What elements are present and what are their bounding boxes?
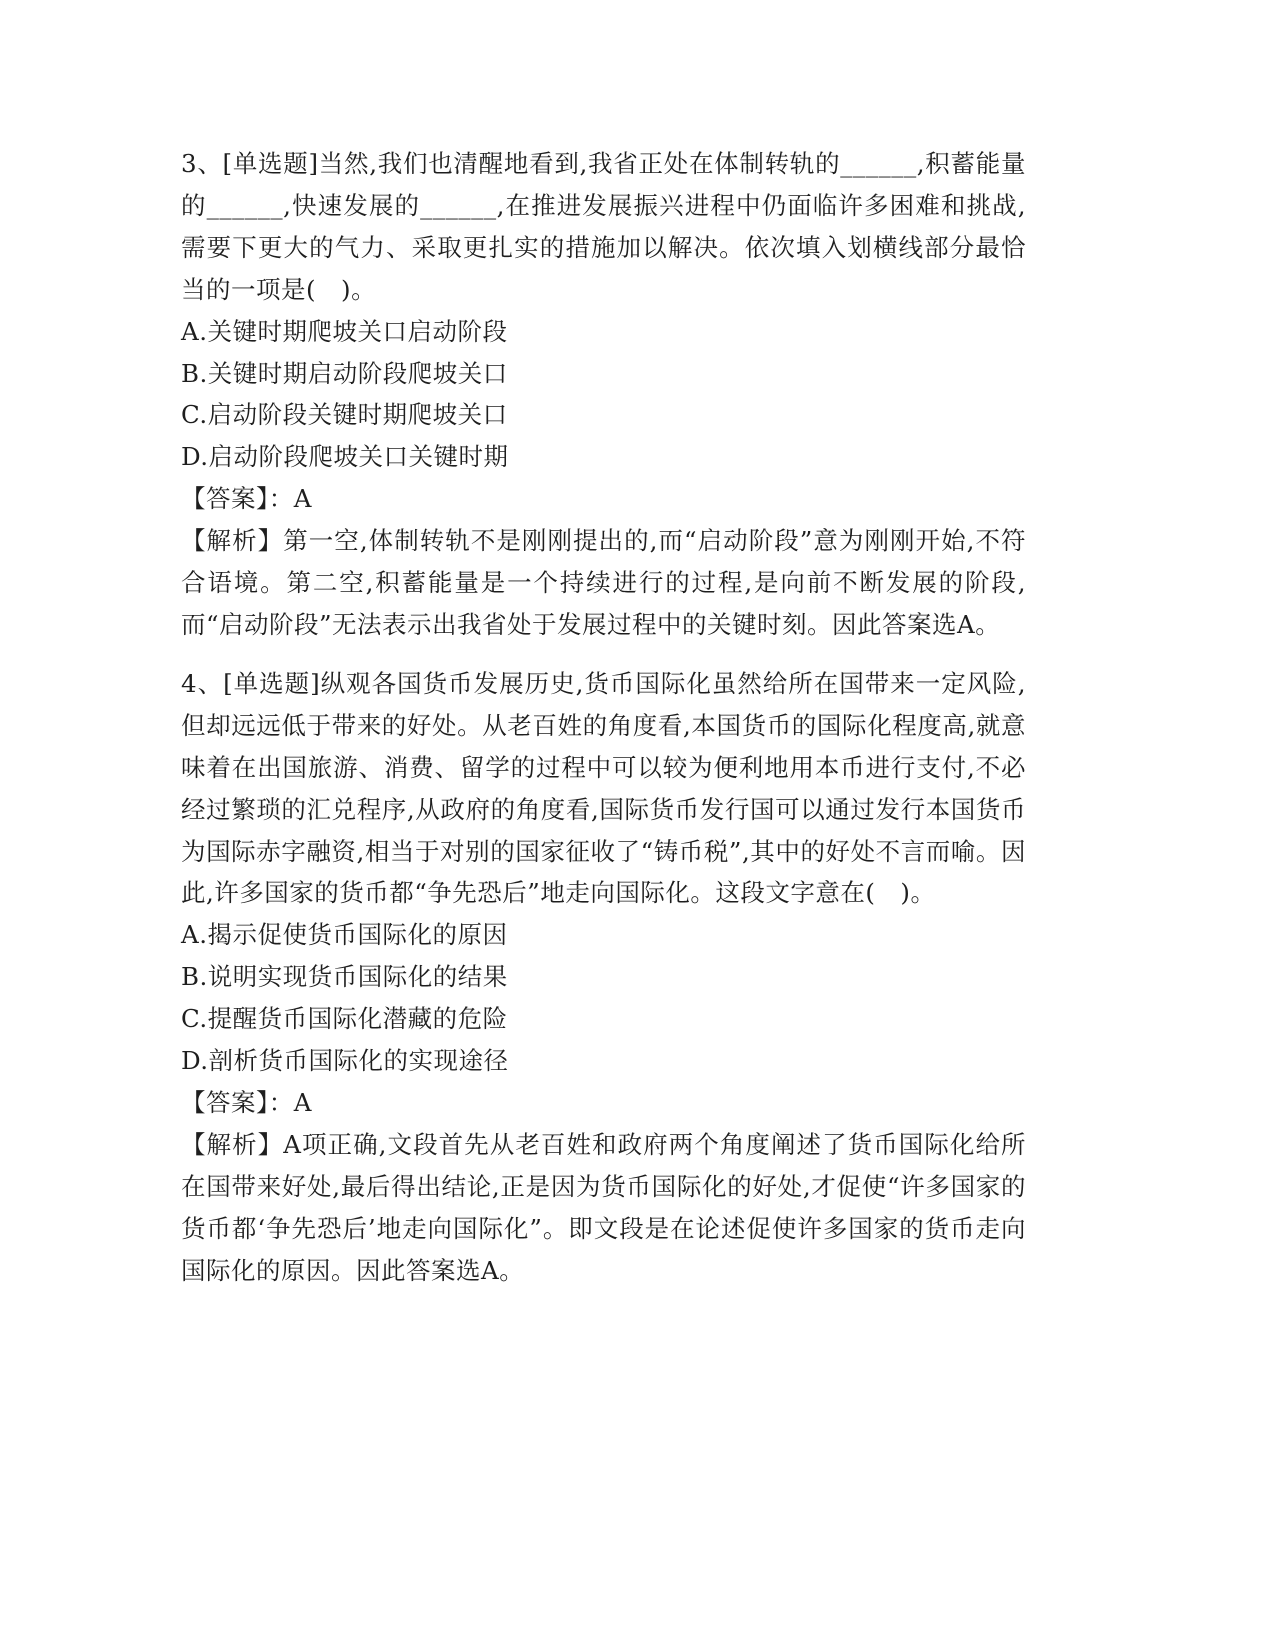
analysis-label: 【解析】 (181, 526, 284, 556)
analysis-label: 【解析】 (181, 1129, 284, 1159)
option-c: C.提醒货币国际化潜藏的危险 (181, 1004, 508, 1034)
answer-line (181, 478, 1026, 520)
option-a: A.关键时期爬坡关口启动阶段 (181, 316, 508, 346)
answer-label: 【答案】： (181, 1087, 294, 1117)
question-3 (181, 143, 1026, 646)
document-page (181, 143, 1026, 1291)
question-4 (181, 663, 1026, 1292)
option-d: D.启动阶段爬坡关口关键时期 (181, 442, 509, 472)
answer-value: A (293, 484, 312, 514)
option-a: A.揭示促使货币国际化的原因 (181, 920, 508, 950)
answer-label: 【答案】： (181, 484, 294, 514)
analysis-text: 第一空,体制转轨不是刚刚提出的,而“启动阶段”意为刚刚开始,不符合语境。第二空,积蓄能量是一个持续进行的过程,是向前不断发展的阶段,而“启动阶段”无法表示出我省处于发展过程中的关键时刻。因此答案选A。 (181, 526, 1026, 639)
analysis (181, 1124, 1026, 1292)
question-stem: 4、[单选题]纵观各国货币发展历史,货币国际化虽然给所在国带来一定风险,但却远远低于带来的好处。从老百姓的角度看,本国货币的国际化程度高,就意味着在出国旅游、消费、留学的过程中可以较为便利地用本币进行支付,不必经过繁琐的汇兑程序,从政府的角度看,国际货币发行国可以通过发行本国货币为国际赤字融资,相当于对别的国家征收了“铸币税”,其中的好处不言而喻。因此,许多国家的货币都“争先恐后”地走向国际化。这段文字意在( )。 (181, 668, 1026, 908)
option-c: C.启动阶段关键时期爬坡关口 (181, 400, 508, 430)
answer-value: A (293, 1087, 312, 1117)
option-b: B.说明实现货币国际化的结果 (181, 962, 508, 992)
answer-line (181, 1082, 1026, 1124)
question-stem: 3、[单选题]当然,我们也清醒地看到,我省正处在体制转轨的______,积蓄能量的______,快速发展的______,在推进发展振兴进程中仍面临许多困难和挑战,需要下更大的气力、采取更扎实的措施加以解决。依次填入划横线部分最恰当的一项是( )。 (181, 149, 1026, 304)
analysis (181, 520, 1026, 646)
option-b: B.关键时期启动阶段爬坡关口 (181, 358, 508, 388)
analysis-text: A项正确,文段首先从老百姓和政府两个角度阐述了货币国际化给所在国带来好处,最后得出结论,正是因为货币国际化的好处,才促使“许多国家的货币都‘争先恐后’地走向国际化”。即文段是在论述促使许多国家的货币走向国际化的原因。因此答案选A。 (181, 1129, 1026, 1285)
option-d: D.剖析货币国际化的实现途径 (181, 1046, 509, 1076)
